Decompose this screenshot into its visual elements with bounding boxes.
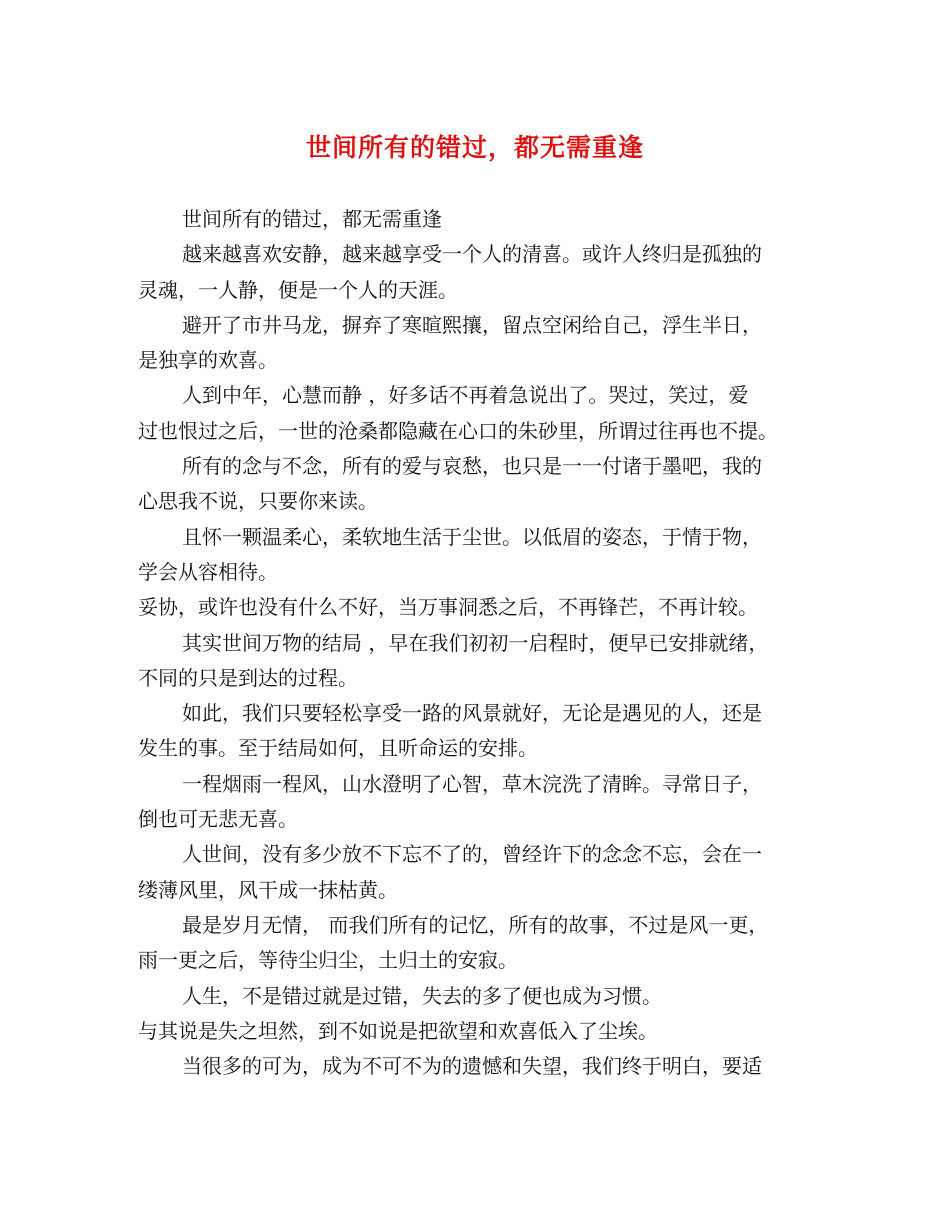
- text-line: 过也恨过之后，一世的沧桑都隐藏在心口的朱砂里，所谓过往再也不提。: [138, 418, 778, 443]
- text-line: 与其说是失之坦然，到不如说是把欲望和欢喜低入了尘埃。: [138, 1018, 658, 1043]
- text-line: 雨一更之后，等待尘归尘，土归土的安寂。: [138, 948, 518, 973]
- text-line: 缕薄风里，风干成一抹枯黄。: [138, 877, 398, 902]
- text-line: 最是岁月无情， 而我们所有的记忆，所有的故事，不过是风一更，: [182, 912, 769, 937]
- text-line: 其实世间万物的结局 ，早在我们初初一启程时，便早已安排就绪，: [182, 630, 769, 655]
- text-line: 一程烟雨一程风，山水澄明了心智，草木浣洗了清眸。寻常日子，: [182, 771, 762, 796]
- text-line: 灵魂，一人静，便是一个人的天涯。: [138, 277, 458, 302]
- text-line: 人生，不是错过就是过错，失去的多了便也成为习惯。: [182, 983, 662, 1008]
- text-line: 人世间，没有多少放不下忘不了的，曾经许下的念念不忘，会在一: [182, 842, 762, 867]
- text-line: 心思我不说，只要你来读。: [138, 489, 378, 514]
- text-line: 世间所有的错过，都无需重逢: [182, 207, 442, 231]
- text-line: 人到中年，心慧而静 ，好多话不再着急说出了。哭过，笑过，爱: [182, 383, 749, 408]
- text-line: 当很多的可为，成为不可不为的遗憾和失望，我们终于明白，要适: [182, 1054, 762, 1079]
- text-line: 倒也可无悲无喜。: [138, 807, 298, 832]
- document-body: [138, 202, 818, 1084]
- text-line: 是独享的欢喜。: [138, 348, 278, 373]
- text-line: 不同的只是到达的过程。: [138, 665, 358, 690]
- document-title: 世间所有的错过，都无需重逢: [305, 133, 644, 162]
- text-line: 学会从容相待。: [138, 559, 278, 584]
- text-line: 发生的事。至于结局如何，且听命运的安排。: [138, 736, 538, 761]
- text-line: 且怀一颗温柔心，柔软地生活于尘世。以低眉的姿态，于情于物，: [182, 524, 762, 549]
- text-line: 妥协，或许也没有什么不好，当万事洞悉之后，不再锋芒，不再计较。: [138, 595, 758, 620]
- text-line: 如此，我们只要轻松享受一路的风景就好，无论是遇见的人，还是: [182, 701, 762, 726]
- text-line: 避开了市井马龙，摒弃了寒暄熙攘，留点空闲给自己，浮生半日，: [182, 312, 762, 337]
- text-line: 越来越喜欢安静，越来越享受一个人的清喜。或许人终归是孤独的: [182, 242, 762, 267]
- text-line: 所有的念与不念，所有的爱与哀愁，也只是一一付诸于墨吧，我的: [182, 454, 762, 479]
